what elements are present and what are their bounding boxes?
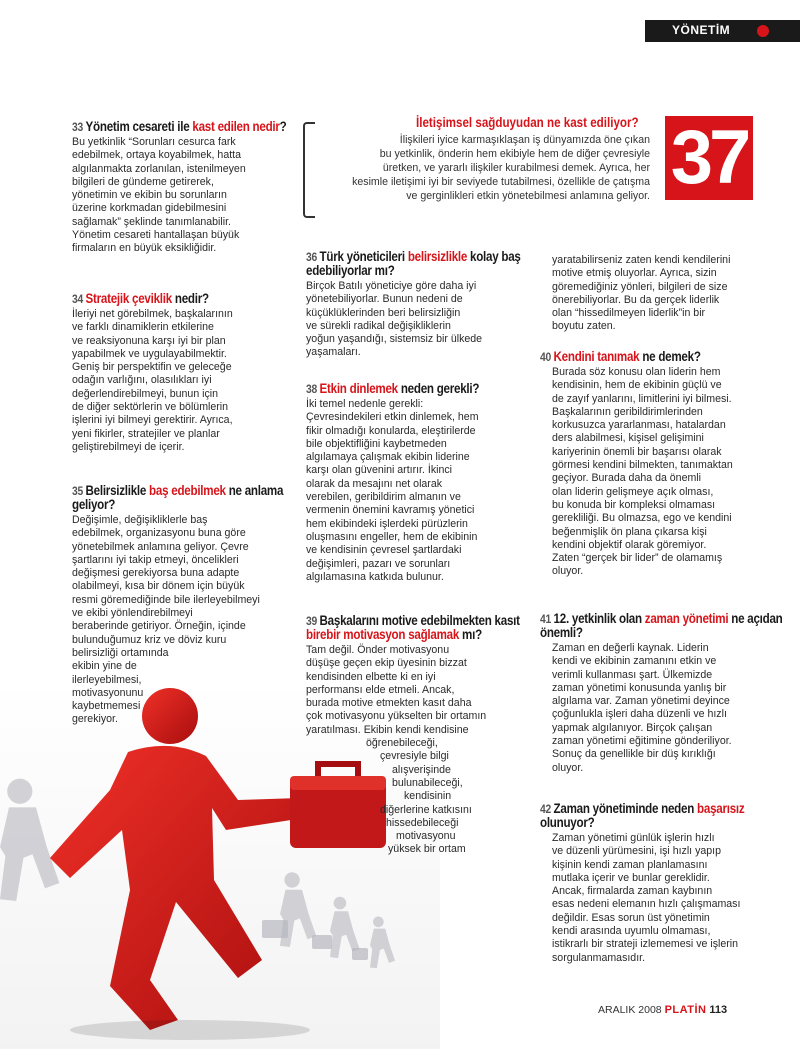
body-line: burada motive etmekten kasıt daha xyxy=(306,697,472,710)
body-line: çok motivasyonu yükselten bir ortamın xyxy=(306,710,487,723)
body-line: fikir olmadığı konularda, eleştirilerde xyxy=(306,424,476,437)
body-line: Tam değil. Önder motivasyonu xyxy=(306,644,450,656)
body-line: üzerine korkmadan gidebilmesini xyxy=(72,202,227,215)
body-line: korkusuzca yararlanması, hatalardan xyxy=(552,419,726,432)
body-line: esas nedeni elemanın hızlı çalışmaması xyxy=(552,898,741,911)
body-line: sorgulanmamasıdır. xyxy=(552,951,646,964)
question-heading: 34 Stratejik çeviklik nedir? xyxy=(72,291,209,306)
body-line: Bu yetkinlik “Sorunları cesurca fark xyxy=(72,136,236,148)
section-dot-icon xyxy=(757,25,769,37)
body-line: göremediğiniz yönleri, bilgileri de size xyxy=(552,280,728,293)
body-line: Burada söz konusu olan liderin hem xyxy=(552,366,721,378)
body-line: verebilen, geribildirim almanın ve xyxy=(306,491,461,504)
body-line: Başkalarının geribildirimlerinden xyxy=(552,405,703,418)
body-line: diğerlerine katkısını xyxy=(380,803,472,816)
body-line: olan liderin gelişmeye açık olması, xyxy=(552,485,714,498)
callout-number: 37 xyxy=(665,116,753,200)
question-heading: 40 Kendini tanımak ne demek? xyxy=(540,349,701,364)
section-40 xyxy=(540,350,784,579)
body-line: yaratılması. Ekibin kendi kendisine xyxy=(306,723,469,736)
body-line: olarak da mesajını net olarak xyxy=(306,477,443,490)
section-39-continued xyxy=(552,254,784,334)
body-line: küçüklüklerinden beri belirsizliğin xyxy=(306,306,461,319)
body-line: şartlarını iyi takip etmeyi, öncelikleri xyxy=(72,553,239,566)
section-tag: YÖNETİM xyxy=(672,23,731,37)
callout-line: üretken, ve yararlı ilişkiler kurabilmesi demek. Ayrıca, her xyxy=(382,162,650,174)
question-heading: 38 Etkin dinlemek neden gerekli? xyxy=(306,381,480,396)
body-line: oluşmasını engeller, hem de ekibinin xyxy=(306,530,478,543)
body-line: sağlamak” şeklinde tanımlanabilir. xyxy=(72,215,231,228)
body-line: alışverişinde xyxy=(392,763,451,776)
body-line: kendisinden elbette ki en iyi xyxy=(306,670,436,683)
body-line: karşı olan güvenini artırır. İkinci xyxy=(306,464,453,477)
body-line: ders alabilmesi, kişisel gelişimini xyxy=(552,432,704,445)
body-line: de diğer sektörlerin ve bölümlerin xyxy=(72,401,229,414)
body-line: önerebiliyorlar. Bu da gerçek liderlik xyxy=(552,293,720,306)
body-line: mutlaka içerir ve bunlar gereklidir. xyxy=(552,871,710,884)
question-heading: 36 Türk yöneticileri belirsizlikle kolay baş edebiliyorlar mı? xyxy=(306,249,521,278)
section-42 xyxy=(540,802,784,965)
body-line: oluyor. xyxy=(552,565,584,578)
section-36 xyxy=(306,250,538,360)
issue-date: ARALIK 2008 xyxy=(598,1004,662,1016)
body-line: geliştirebilmeyi de içerir. xyxy=(72,440,185,453)
body-line: motive etmiş oluyorlar. Ayrıca, sizin xyxy=(552,267,717,280)
section-39 xyxy=(306,614,538,857)
body-line: oluyor. xyxy=(552,761,584,774)
body-line: verimli kullanması şart. Ülkemizde xyxy=(552,668,713,681)
body-line: motivasyonu xyxy=(396,830,456,843)
body-line: algılama var. Zaman yönetimi deyince xyxy=(552,695,730,708)
section-34 xyxy=(72,292,297,454)
body-line: ilerleyebilmesi, xyxy=(72,673,142,686)
body-line: edebilmek, ortaya koyabilmek, hatta xyxy=(72,149,241,162)
body-line: bilgileri de gündeme getirerek, xyxy=(72,175,214,188)
body-line: algılanmakta zorlanılan, istenilmeyen xyxy=(72,162,246,175)
section-body xyxy=(72,308,297,454)
question-heading: 33 Yönetim cesareti ile kast edilen nedir? xyxy=(72,119,287,134)
section-body xyxy=(72,514,297,727)
body-line: zaman yönetimi eğitimine gönderiliyor. xyxy=(552,735,732,748)
body-line: yaşamaları. xyxy=(306,346,361,359)
body-line: performansı elde etmeli. Ancak, xyxy=(306,683,455,696)
body-line: Zaten “gerçek bir lider” de olamamış xyxy=(552,552,723,565)
body-line: görmesi kendini bilmekten, tanımaktan xyxy=(552,459,733,472)
body-line: resmi göremediğinde bile ilerleyebilmeyi xyxy=(72,593,260,606)
body-line: yeni fikirler, stratejiler ve planlar xyxy=(72,427,220,440)
body-line: edebilmek, organizasyonu buna göre xyxy=(72,527,246,540)
section-body xyxy=(540,366,784,579)
body-line: yüksek bir ortam xyxy=(388,843,466,856)
body-line: beğenmişlik ön plana çıkarsa kişi xyxy=(552,525,707,538)
body-line: kendini objektif olarak göremiyor. xyxy=(552,538,707,551)
section-body xyxy=(552,254,784,334)
question-heading: 42 Zaman yönetiminde neden başarısız olunuyor? xyxy=(540,801,745,830)
body-line: Zaman en değerli kaynak. Liderin xyxy=(552,642,709,654)
question-heading: 39 Başkalarını motive edebilmekten kasıt birebir motivasyon sağlamak mı? xyxy=(306,613,520,642)
body-line: Ancak, firmalarda zaman kaybının xyxy=(552,885,713,898)
body-line: işlerini iyi bilmeyi gerektirir. Ayrıca, xyxy=(72,414,233,427)
callout-line: ve gerginlikleri etkin yönetebilmesi anlamına geliyor. xyxy=(406,190,650,202)
body-line: kişinin kendi zaman planlamasını xyxy=(552,858,708,871)
body-line: yönetebilmek anlamına geliyor. Çevre xyxy=(72,540,249,553)
section-body xyxy=(540,642,784,775)
body-line: vermenin önemini kavramış yönetici xyxy=(306,504,475,517)
body-line: yönetebiliyorlar. Bunun nedeni de xyxy=(306,293,463,306)
body-line: yönetimin ve ekibin bu sorunların xyxy=(72,189,227,202)
callout-line: İlişkileri iyice karmaşıklaşan iş dünyamızda öne çıkan xyxy=(399,134,650,146)
body-line: düşüşe geçen ekip üyesinin bizzat xyxy=(306,657,467,670)
body-line: istikrarlı bir strateji izlememesi ve işlerin xyxy=(552,938,739,951)
body-line: yapmak algılanıyor. Birçok çalışan xyxy=(552,721,713,734)
body-line: ekibin yine de xyxy=(72,660,137,673)
body-line: öğrenebileceği, xyxy=(366,737,438,750)
section-body xyxy=(306,398,538,584)
callout-line: bu yetkinlik, önderin hem ekibiyle hem de diğer çevresiyle xyxy=(379,148,650,160)
question-heading: 35 Belirsizlikle baş edebilmek ne anlama geliyor? xyxy=(72,483,284,512)
body-line: de zayıf yanlarını, limitlerini iyi bilmesi. xyxy=(552,392,732,405)
section-33 xyxy=(72,120,297,256)
body-line: bile objektifliğini kaybetmeden xyxy=(306,437,447,450)
body-line: belirsizliği ortamında xyxy=(72,646,169,659)
body-line: çoğunlukla işleri daha düzenli ve hızlı xyxy=(552,708,727,721)
body-line: ve reaksiyonuna karşı iyi bir plan xyxy=(72,334,226,347)
body-line: ve düzenli yürümesini, işi hızlı yapıp xyxy=(552,845,721,858)
body-line: bulunduğumuz kriz ve döviz kuru xyxy=(72,633,227,646)
page-footer xyxy=(598,1004,727,1016)
body-line: hem ekibindeki işlerdeki pürüzlerin xyxy=(306,517,468,530)
body-line: gerekiyor. xyxy=(72,713,118,726)
body-line: Çevresindekileri etkin dinlemek, hem xyxy=(306,411,479,424)
body-line: yaratabilirseniz zaten kendi kendilerini xyxy=(552,254,731,266)
question-heading: 41 12. yetkinlik olan zaman yönetimi ne açıdan önemli? xyxy=(540,611,783,640)
body-line: Sonuç da genellikle bir düş kırıklığı xyxy=(552,748,716,761)
body-line: Yönetim cesareti hantallaşan büyük xyxy=(72,229,240,242)
body-line: kendisinin, hem de ekibinin güçlü ve xyxy=(552,379,722,392)
body-line: Geniş bir perspektifin ve geleceğe xyxy=(72,361,232,374)
body-line: Birçok Batılı yöneticiye göre daha iyi xyxy=(306,280,477,292)
body-line: ve ekibi yönlendirebilmeyi xyxy=(72,607,193,620)
body-line: firmaların en büyük eksikliğidir. xyxy=(72,242,217,255)
magazine-name: PLATİN xyxy=(664,1004,707,1016)
body-line: yapabilmek ve uygulayabilmektir. xyxy=(72,347,227,360)
body-line: gerekliliği. Bu olmazsa, ego ve kendini xyxy=(552,512,732,525)
body-line: değerlendirebilmeyi, bunun için xyxy=(72,387,219,400)
body-line: motivasyonunu xyxy=(72,686,144,699)
body-line: değildir. Esas sorun üst yönetimin xyxy=(552,911,710,924)
body-line: kaybetmemesi xyxy=(72,700,141,713)
body-line: ve kendisinin çevresel şartlardaki xyxy=(306,544,462,557)
body-line: Zaman yönetimi günlük işlerin hızlı xyxy=(552,832,715,844)
section-38 xyxy=(306,382,538,584)
body-line: kariyerinin önemli bir başarısı olarak xyxy=(552,445,722,458)
section-35 xyxy=(72,484,297,727)
body-line: algılamasına katkıda bulunur. xyxy=(306,570,444,583)
body-line: ve farklı dinamiklerin etkilerine xyxy=(72,321,214,334)
body-line: ve sürekli radikal değişikliklerin xyxy=(306,319,451,332)
body-line: Değişimle, değişikliklerle baş xyxy=(72,514,208,526)
body-line: algılamaya çalışmak ekibin liderine xyxy=(306,451,470,464)
section-body xyxy=(540,832,784,965)
body-line: hissedebileceği xyxy=(386,816,459,829)
body-line: yoğun yaşandığı, sistemsiz bir ülkede xyxy=(306,333,483,346)
body-line: zaman yönetimi konusunda yanlış bir xyxy=(552,681,727,694)
body-line: odağın varlığını, olasılıkları iyi xyxy=(72,374,212,387)
section-body xyxy=(306,644,538,857)
callout-title: İletişimsel sağduyudan ne kast ediliyor? xyxy=(416,115,639,130)
page-number: 113 xyxy=(709,1004,728,1016)
body-line: geçiyor. Burada daha da önemli xyxy=(552,472,702,485)
body-line: boyutu zaten. xyxy=(552,320,616,333)
body-line: beraberinde getiriyor. Örneğin, içinde xyxy=(72,620,246,633)
body-line: bu konuda bir kompleksi olmaması xyxy=(552,498,716,511)
body-line: kendi arasında uyumlu olmaması, xyxy=(552,925,711,938)
body-line: olan “hissedilmeyen liderlik”in bir xyxy=(552,307,706,320)
body-line: İki temel nedenle gerekli: xyxy=(306,398,424,410)
body-line: çevresiyle bilgi xyxy=(380,750,449,763)
body-line: kendisinin xyxy=(404,790,452,803)
body-line: değişimleri, pazarı ve sorunları xyxy=(306,557,451,570)
section-41 xyxy=(540,612,784,775)
section-body xyxy=(72,136,297,256)
callout-bracket xyxy=(303,122,315,218)
body-line: değişmesi gerekiyorsa buna adapte xyxy=(72,567,240,580)
body-line: olabilmeyi, kısa bir dönem için büyük xyxy=(72,580,245,593)
body-line: bulunabileceği, xyxy=(392,776,463,789)
body-line: İleriyi net görebilmek, başkalarının xyxy=(72,308,233,320)
callout-line: kesimle iletişimi iyi bir seviyede tutabilmesi, özellikle de çatışma xyxy=(352,176,650,188)
section-body xyxy=(306,280,538,360)
body-line: kendi ve ekibinin zamanını etkin ve xyxy=(552,655,717,668)
